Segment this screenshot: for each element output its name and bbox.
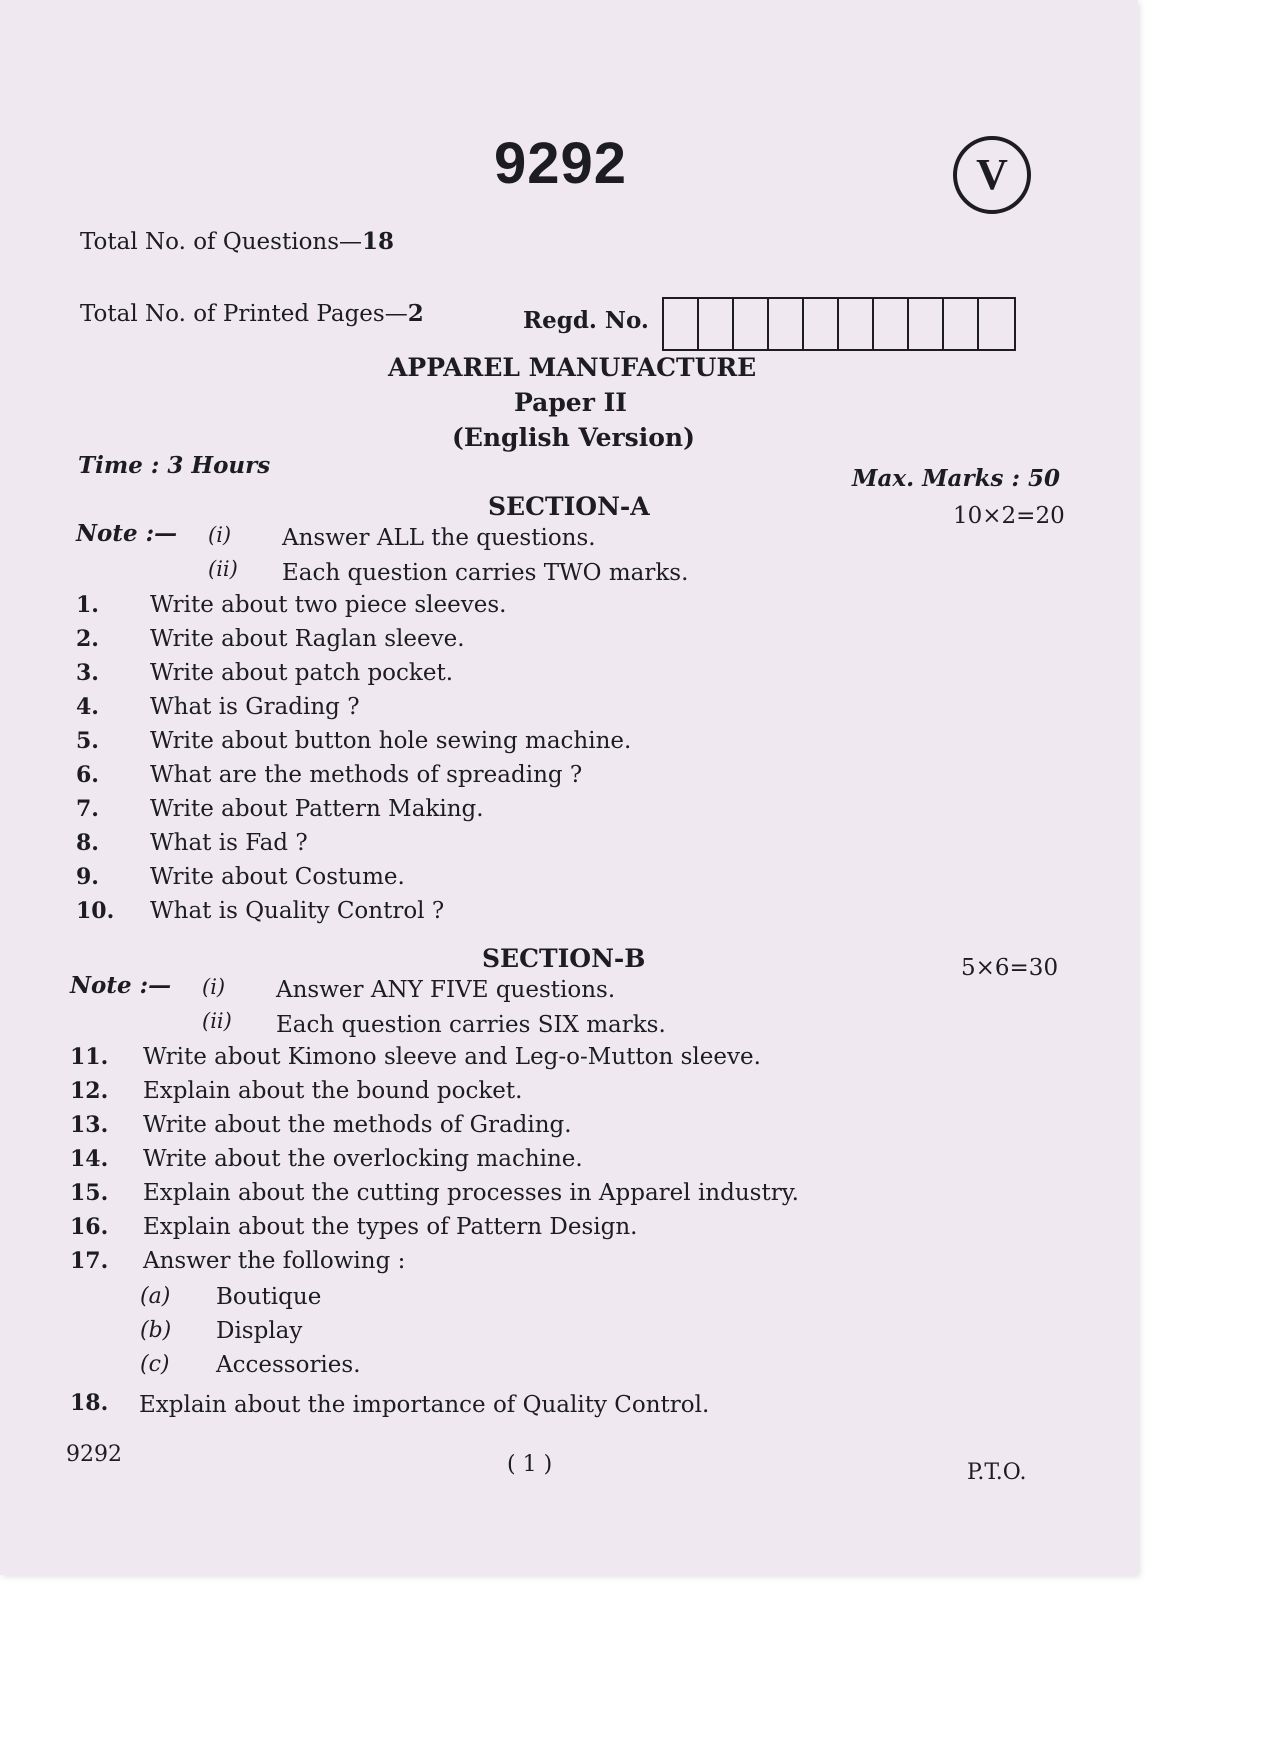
total-pages-label: Total No. of Printed Pages— (80, 301, 408, 327)
sub-item-label: (c) (140, 1352, 170, 1377)
question-number: 4. (76, 694, 99, 720)
note-number: (ii) (208, 557, 238, 581)
total-questions-label: Total No. of Questions— (80, 229, 363, 255)
question-text: What is Grading ? (150, 694, 360, 720)
sub-item-label: (a) (140, 1284, 171, 1309)
question-number: 6. (76, 762, 99, 788)
question-text: Write about button hole sewing machine. (150, 728, 632, 754)
subject-title: APPAREL MANUFACTURE (388, 353, 757, 382)
regd-digit-box (944, 299, 979, 349)
total-questions-value: 18 (362, 228, 395, 255)
question-number: 7. (76, 796, 99, 822)
regd-label: Regd. No. (523, 307, 649, 334)
question-text: Write about Kimono sleeve and Leg-o-Mutton sleeve. (143, 1044, 761, 1070)
sub-item-text: Display (216, 1318, 303, 1344)
question-number: 16. (70, 1214, 109, 1240)
question-number: 12. (70, 1078, 109, 1104)
total-pages (80, 300, 424, 327)
regd-digit-box (699, 299, 734, 349)
regd-digit-box (874, 299, 909, 349)
question-text: Answer the following : (143, 1248, 406, 1274)
note-number: (i) (208, 523, 232, 547)
section-b-heading: SECTION-B (482, 944, 646, 973)
note-text: Answer ALL the questions. (282, 525, 596, 551)
question-text: Write about Costume. (150, 864, 405, 890)
question-number: 14. (70, 1146, 109, 1172)
footer-paper-code: 9292 (66, 1442, 122, 1467)
note-text: Each question carries SIX marks. (276, 1012, 666, 1038)
language-version: (English Version) (452, 423, 695, 452)
question-text: What are the methods of spreading ? (150, 762, 583, 788)
question-text: Write about patch pocket. (150, 660, 454, 686)
question-text: What is Quality Control ? (150, 898, 445, 924)
question-number: 13. (70, 1112, 109, 1138)
question-text: Explain about the types of Pattern Design. (143, 1214, 638, 1240)
question-number: 18. (70, 1390, 109, 1416)
regd-number-boxes (662, 297, 1016, 351)
question-text: Explain about the bound pocket. (143, 1078, 523, 1104)
question-number: 15. (70, 1180, 109, 1206)
total-pages-value: 2 (407, 300, 424, 327)
question-text: Explain about the cutting processes in Apparel industry. (143, 1180, 799, 1206)
section-b-marks: 5×6=30 (961, 955, 1059, 981)
note-text: Answer ANY FIVE questions. (276, 977, 616, 1003)
note-number: (i) (202, 975, 226, 999)
question-text: Write about Raglan sleeve. (150, 626, 465, 652)
regd-digit-box (839, 299, 874, 349)
question-text: Write about the overlocking machine. (143, 1146, 583, 1172)
question-text: Write about Pattern Making. (150, 796, 484, 822)
question-number: 17. (70, 1248, 109, 1274)
sub-item-label: (b) (140, 1318, 172, 1343)
max-marks: Max. Marks : 50 (852, 465, 1060, 492)
question-number: 2. (76, 626, 99, 652)
note-text: Each question carries TWO marks. (282, 560, 689, 586)
question-number: 9. (76, 864, 99, 890)
section-b-note-label: Note :— (70, 972, 172, 999)
please-turn-over: P.T.O. (967, 1460, 1027, 1485)
question-number: 11. (70, 1044, 109, 1070)
question-number: 8. (76, 830, 99, 856)
regd-digit-box (804, 299, 839, 349)
version-badge: V (953, 136, 1031, 214)
regd-digit-box (979, 299, 1014, 349)
question-number: 3. (76, 660, 99, 686)
sub-item-text: Boutique (216, 1284, 322, 1310)
regd-digit-box (734, 299, 769, 349)
question-text: Write about two piece sleeves. (150, 592, 507, 618)
question-text: Explain about the importance of Quality Control. (139, 1392, 710, 1418)
question-text: What is Fad ? (150, 830, 308, 856)
question-number: 5. (76, 728, 99, 754)
note-number: (ii) (202, 1009, 232, 1033)
section-a-marks: 10×2=20 (953, 503, 1065, 529)
sub-item-text: Accessories. (216, 1352, 361, 1378)
section-a-heading: SECTION-A (488, 492, 650, 521)
paper-number: Paper II (514, 388, 627, 417)
section-a-note-label: Note :— (76, 520, 178, 547)
question-number: 10. (76, 898, 115, 924)
regd-digit-box (769, 299, 804, 349)
exam-time: Time : 3 Hours (78, 452, 271, 479)
regd-digit-box (909, 299, 944, 349)
page-number: ( 1 ) (507, 1452, 553, 1477)
question-number: 1. (76, 592, 99, 618)
regd-digit-box (664, 299, 699, 349)
total-questions (80, 228, 394, 255)
paper-code: 9292 (494, 131, 628, 196)
question-text: Write about the methods of Grading. (143, 1112, 572, 1138)
